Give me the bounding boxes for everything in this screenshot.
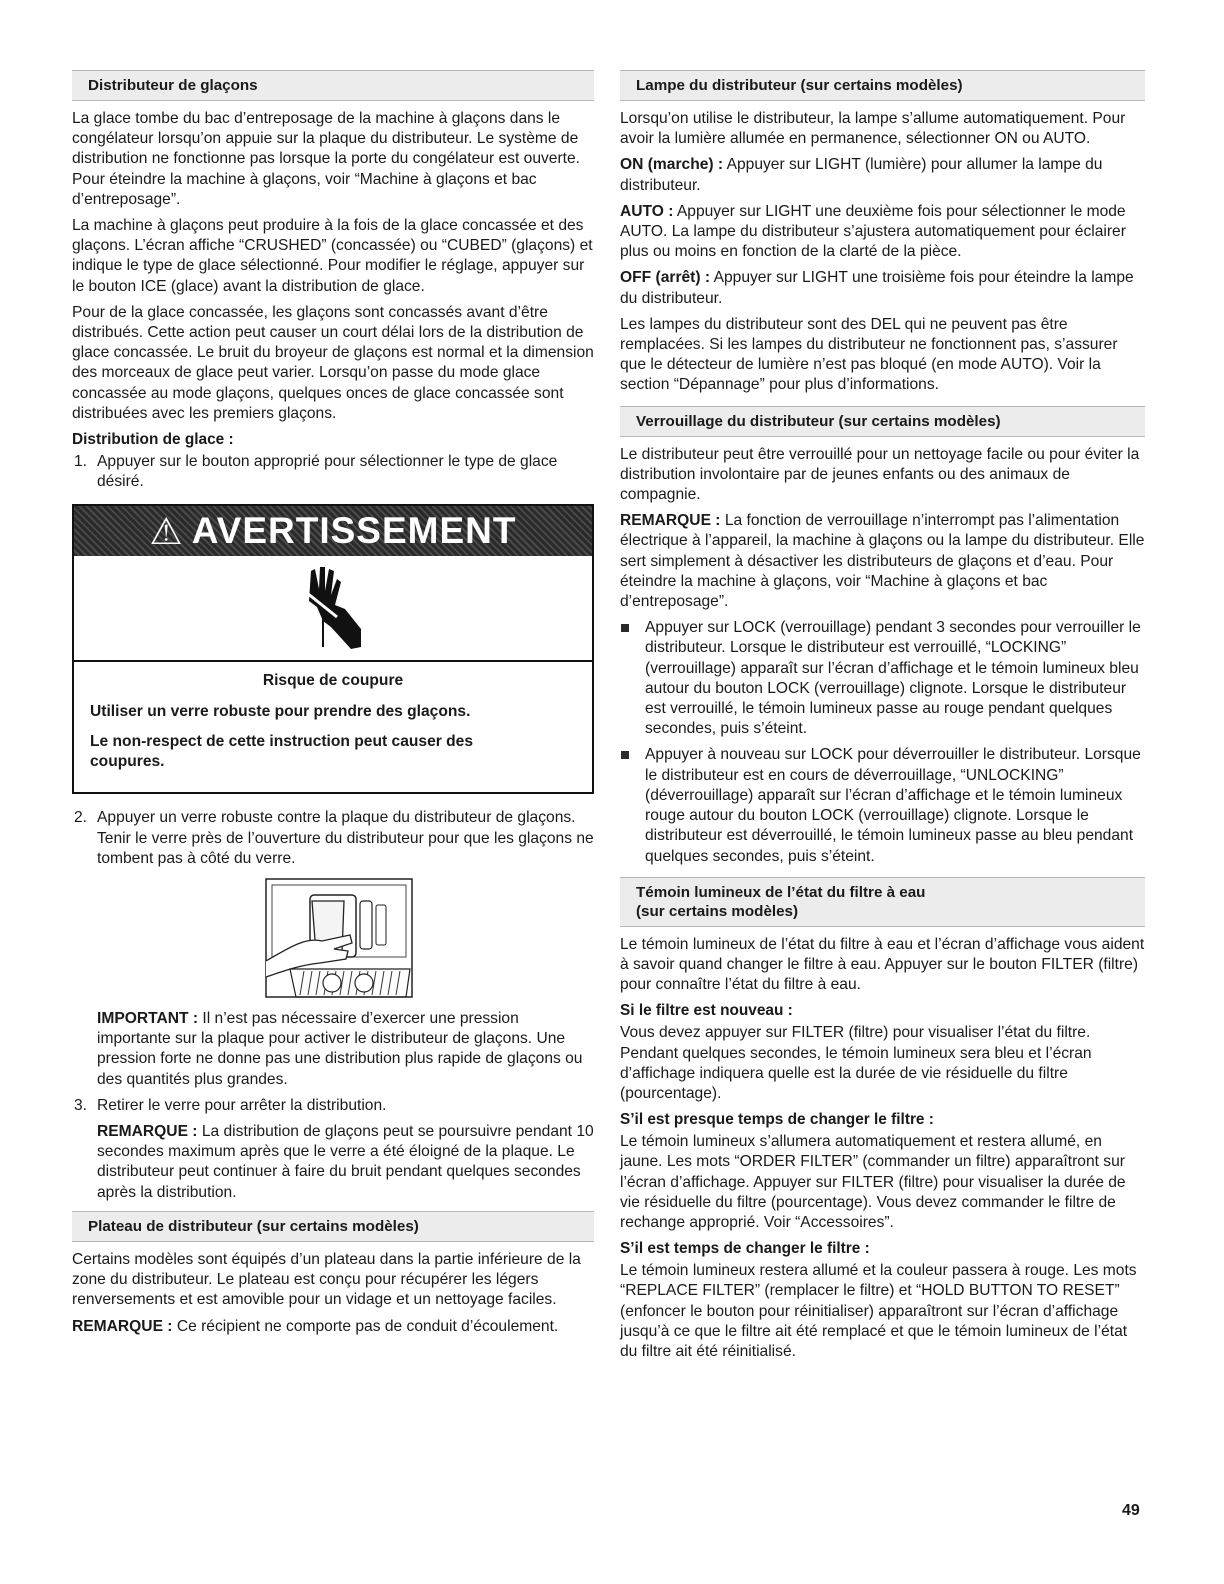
step-number: 3. [74, 1096, 88, 1114]
lock-bullet-list [620, 618, 1145, 866]
paragraph: Le distributeur peut être verrouillé pour un nettoyage facile ou pour éviter la distribution involontaire par de jeunes enfants ou des animaux de compagnie. [620, 445, 1140, 504]
section-heading-dispenser-lock: Verrouillage du distributeur (sur certains modèles) [620, 406, 1145, 437]
warning-body [74, 662, 592, 792]
light-auto-text: Appuyer sur LIGHT une deuxième fois pour sélectionner le mode AUTO. La lampe du distributeur s’ajustera automatiquement pour éclairer plus ou moins en fonction de la clarté de la pièce. [620, 202, 1126, 261]
remark-text: Ce récipient ne comporte pas de conduit d’écoulement. [172, 1317, 559, 1335]
glass-at-dispenser-icon [260, 877, 416, 1001]
step-text: Appuyer un verre robuste contre la plaque du distributeur de glaçons. Tenir le verre près de l’ouverture du distributeur pour que les glaçons ne tombent pas à côté du verre. [97, 809, 594, 867]
step-item [72, 1096, 594, 1116]
paragraph: La glace tombe du bac d’entreposage de la machine à glaçons dans le congélateur lorsqu’on appuie sur la plaque du distributeur. Le système de distribution ne fonctionne pas lorsque la porte du congélateur est ouverte. Pour éteindre la machine à glaçons, voir “Machine à glaçons et bac d’entreposage”. [72, 110, 580, 208]
section-heading-dispenser-tray: Plateau de distributeur (sur certains modèles) [72, 1211, 594, 1242]
subheading-filter-almost: S’il est presque temps de changer le filtre : [620, 1111, 934, 1129]
bullet-square-icon [621, 751, 629, 759]
paragraph: Le témoin lumineux de l’état du filtre à eau et l’écran d’affichage vous aident à savoir quand changer le filtre à eau. Appuyer sur le bouton FILTER (filtre) pour connaître l’état du filtre à eau. [620, 935, 1145, 994]
section-heading-line: (sur certains modèles) [636, 902, 799, 920]
subheading-filter-time: S’il est temps de changer le filtre : [620, 1240, 870, 1258]
section-heading-line: Témoin lumineux de l’état du filtre à eau [636, 883, 926, 901]
bullet-square-icon [621, 624, 629, 632]
important-label: IMPORTANT : [97, 1010, 199, 1028]
paragraph: La machine à glaçons peut produire à la fois de la glace concassée et des glaçons. L’écran affiche “CRUSHED” (concassée) ou “CUBED” (glaçons) et indique le type de glace sélectionné. Pour modifier le réglage, appuyer sur le bouton ICE (glace) avant la distribution de glace. [72, 217, 593, 295]
light-auto-label: AUTO : [620, 202, 674, 220]
cut-hazard-icon [74, 556, 592, 662]
paragraph: Le témoin lumineux restera allumé et la couleur passera à rouge. Les mots “REPLACE FILTER” (remplacer le filtre) et “HOLD BUTTON TO RESET” (enfoncer le bouton pour réinitialiser) apparaîtront sur l’écran d’affichage jusqu’à ce que le filtre ait été remplacé et que le témoin lumineux de l’état du filtre ait été réinitialisé. [620, 1262, 1137, 1360]
warning-instruction: Utiliser un verre robuste pour prendre des glaçons. [90, 703, 471, 721]
warning-risk: Risque de coupure [262, 672, 404, 690]
left-column [72, 70, 594, 1343]
subheading-ice-dispensing: Distribution de glace : [72, 431, 234, 449]
paragraph: Lorsqu’on utilise le distributeur, la lampe s’allume automatiquement. Pour avoir la lumière allumée en permanence, sélectionner ON ou AUTO. [620, 110, 1126, 148]
warning-consequence: Le non-respect de cette instruction peut causer des coupures. [90, 733, 474, 771]
step-number: 1. [74, 453, 88, 471]
important-note [72, 1009, 594, 1090]
bullet-text: Appuyer à nouveau sur LOCK pour déverrouiller le distributeur. Lorsque le distributeur est en cours de déverrouillage, “UNLOCKING” (déverrouillage) apparaît sur l’écran d’affichage et le témoin lumineux rouge autour du bouton LOCK (verrouillage) clignote. Lorsque le distributeur est déverrouillé, le témoin lumineux passe au bleu pendant quelques secondes, puis s’éteint. [645, 746, 1141, 865]
remark-label: REMARQUE : [72, 1317, 173, 1335]
section-heading-dispenser-light: Lampe du distributeur (sur certains modèles) [620, 70, 1145, 101]
step-text: Retirer le verre pour arrêter la distribution. [97, 1096, 387, 1114]
section-heading-filter-status [620, 877, 1145, 927]
remark-label: REMARQUE : [97, 1123, 198, 1141]
remark-note [72, 1122, 594, 1203]
cut-hand-icon [293, 563, 373, 653]
steps-list [72, 452, 594, 492]
paragraph: Vous devez appuyer sur FILTER (filtre) pour visualiser l’état du filtre. Pendant quelques secondes, le témoin lumineux sera bleu et l’écran d’affichage indiquera quelle est la durée de vie résiduelle du filtre (pourcentage). [620, 1024, 1092, 1102]
section-heading-ice-dispenser: Distributeur de glaçons [72, 70, 594, 101]
important-text: Il n’est pas nécessaire d’exercer une pression importante sur la plaque pour activer le distributeur de glaçons. Une pression forte ne donne pas une distribution plus rapide de glaçons ou des quantités plus grandes. [97, 1010, 583, 1088]
light-auto-item [620, 202, 1145, 263]
light-off-label: OFF (arrêt) : [620, 269, 711, 287]
remark-text: La distribution de glaçons peut se poursuivre pendant 10 secondes maximum après que le verre a été éloigné de la plaque. Le distributeur peut continuer à faire du bruit pendant quelques secondes après la distribution. [97, 1123, 594, 1201]
step-number: 2. [74, 809, 88, 827]
warning-header [74, 506, 592, 556]
list-item [620, 745, 1145, 866]
step-item [72, 452, 594, 492]
remark-note [620, 511, 1145, 612]
paragraph: Certains modèles sont équipés d’un plateau dans la partie inférieure de la zone du distributeur. Le plateau est conçu pour récupérer les légers renversements et est amovible pour un vidage et un nettoyage faciles. [72, 1250, 581, 1309]
warning-triangle-icon: ⚠ [149, 510, 184, 552]
bullet-text: Appuyer sur LOCK (verrouillage) pendant 3 secondes pour verrouiller le distributeur. Lorsque le distributeur est verrouillé, “LOCKING” (verrouillage) apparaît sur l’écran d’affichage et le témoin lumineux bleu autour du bouton LOCK (verrouillage) clignote. Lorsque le distributeur est verrouillé, le témoin lumineux passe au rouge pendant quelques secondes, puis s’éteint. [645, 619, 1141, 738]
remark-text: La fonction de verrouillage n’interrompt pas l’alimentation électrique à l’appareil, la machine à glaçons ou la lampe du distributeur. Elle sert simplement à désactiver les distributeurs de glaçons et d’eau. Pour éteindre la machine à glaçons, voir “Machine à glaçons et bac d’entreposage”. [620, 512, 1145, 611]
steps-list [72, 1096, 594, 1116]
step-item [72, 808, 594, 869]
page-number: 49 [1122, 1502, 1140, 1519]
light-off-item [620, 268, 1145, 308]
remark-label: REMARQUE : [620, 512, 721, 530]
warning-box [72, 504, 594, 794]
subheading-filter-new: Si le filtre est nouveau : [620, 1002, 793, 1020]
light-on-text: Appuyer sur LIGHT (lumière) pour allumer la lampe du distributeur. [620, 156, 1103, 194]
right-column [620, 70, 1145, 1368]
dispenser-illustration [260, 877, 416, 1001]
light-on-label: ON (marche) : [620, 156, 724, 174]
list-item [620, 618, 1145, 739]
paragraph: Les lampes du distributeur sont des DEL qui ne peuvent pas être remplacées. Si les lampes du distributeur ne fonctionnent pas, s’assurer que le détecteur de lumière n’est pas bloqué (en mode AUTO). Voir la section “Dépannage” pour plus d’informations. [620, 315, 1118, 394]
warning-title: AVERTISSEMENT [191, 510, 517, 552]
remark-note [72, 1317, 594, 1337]
paragraph: Le témoin lumineux s’allumera automatiquement et restera allumé, en jaune. Les mots “ORDER FILTER” (commander un filtre) apparaîtront sur l’écran d’affichage. Appuyer sur FILTER (filtre) pour visualiser la durée de vie résiduelle du filtre (pourcentage). Vous devez commander le filtre de rechange approprié. Voir “Accessoires”. [620, 1133, 1126, 1231]
step-text: Appuyer sur le bouton approprié pour sélectionner le type de glace désiré. [97, 453, 558, 491]
steps-list [72, 808, 594, 869]
paragraph: Pour de la glace concassée, les glaçons sont concassés avant d’être distribués. Cette action peut causer un court délai lors de la distribution de glace concassée. Le bruit du broyeur de glaçons est normal et la dimension des morceaux de glace peut varier. Lorsqu’on passe du mode glace concassée au mode glaçons, quelques onces de glace concassée sont distribuées avec les premiers glaçons. [72, 303, 594, 422]
light-off-text: Appuyer sur LIGHT une troisième fois pour éteindre la lampe du distributeur. [620, 269, 1134, 307]
light-on-item [620, 155, 1145, 195]
